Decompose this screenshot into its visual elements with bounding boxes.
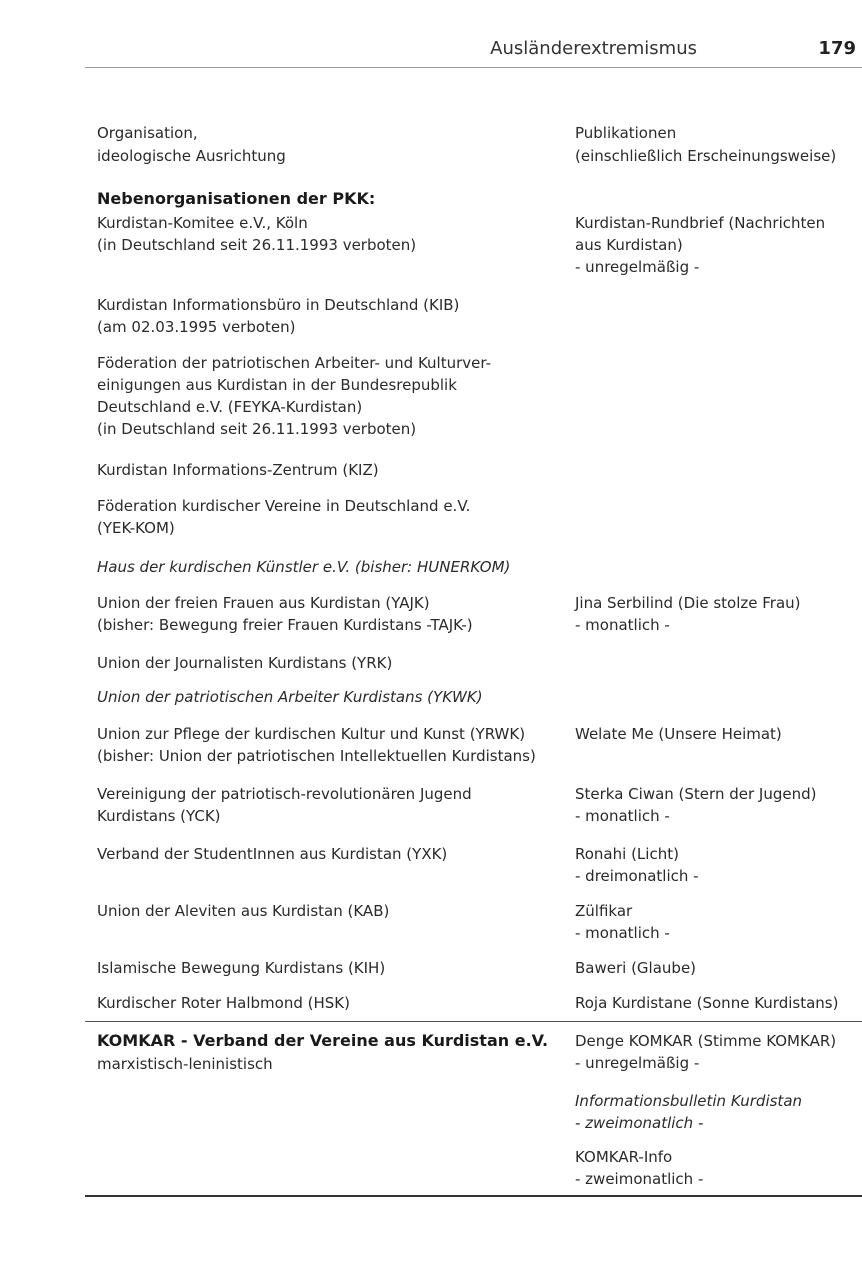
pub-jina-serbilind: Jina Serbilind (Die stolze Frau) - monatlich -: [575, 594, 801, 634]
pub-welate-me: Welate Me (Unsere Heimat): [575, 725, 782, 743]
column-header-publications: Publikationen (einschließlich Erscheinungsweise): [575, 124, 837, 165]
org-yajk: Union der freien Frauen aus Kurdistan (YAJK) (bisher: Bewegung freier Frauen Kurdistans -TAJK-): [97, 594, 473, 634]
org-kurdistan-komitee: Kurdistan-Komitee e.V., Köln (in Deutschland seit 26.11.1993 verboten): [97, 214, 417, 254]
bottom-rule: [85, 1195, 862, 1197]
pub-ronahi: Ronahi (Licht) - dreimonatlich -: [575, 845, 699, 885]
pub-roja-kurdistane: Roja Kurdistane (Sonne Kurdistans): [575, 994, 839, 1012]
page-number: 179: [818, 38, 856, 59]
pub-kurdistan-rundbrief: Kurdistan-Rundbrief (Nachrichten aus Kurdistan) - unregelmäßig -: [575, 214, 826, 276]
org-yrk: Union der Journalisten Kurdistans (YRK): [97, 654, 393, 672]
pub-baweri: Baweri (Glaube): [575, 959, 697, 977]
running-header-title: Ausländerextremismus: [490, 38, 697, 59]
org-yrwk: Union zur Pflege der kurdischen Kultur und Kunst (YRWK) (bisher: Union der patriotischen Intellektuellen Kurdistans): [97, 725, 536, 765]
org-kiz: Kurdistan Informations-Zentrum (KIZ): [97, 461, 379, 479]
org-kab: Union der Aleviten aus Kurdistan (KAB): [97, 902, 390, 920]
pub-sterka-ciwan: Sterka Ciwan (Stern der Jugend) - monatlich -: [575, 785, 817, 825]
pub-komkar-info: KOMKAR-Info - zweimonatlich -: [575, 1148, 704, 1188]
komkar-ideology: marxistisch-leninistisch: [97, 1055, 273, 1073]
org-feyka: Föderation der patriotischen Arbeiter- und Kulturver- einigungen aus Kurdistan in der Bundesrepublik Deutschland e.V. (FEYKA-Kurdistan) (in Deutschland seit 26.11.1993 verboten): [97, 354, 491, 438]
org-yck: Vereinigung der patriotisch-revolutionären Jugend Kurdistans (YCK): [97, 785, 472, 825]
org-hunerkom: Haus der kurdischen Künstler e.V. (bisher: HUNERKOM): [97, 558, 511, 576]
header-rule: [85, 67, 862, 68]
org-yek-kom: Föderation kurdischer Vereine in Deutschland e.V. (YEK-KOM): [97, 497, 471, 537]
column-header-organisation: Organisation, ideologische Ausrichtung: [97, 124, 286, 165]
org-ykwk: Union der patriotischen Arbeiter Kurdistans (YKWK): [97, 688, 483, 706]
org-kib: Kurdistan Informationsbüro in Deutschland (KIB) (am 02.03.1995 verboten): [97, 296, 460, 336]
section-title-pkk: Nebenorganisationen der PKK:: [97, 189, 376, 208]
org-yxk: Verband der StudentInnen aus Kurdistan (YXK): [97, 845, 448, 863]
org-hsk: Kurdischer Roter Halbmond (HSK): [97, 994, 350, 1012]
pub-zuelfikar: Zülfikar - monatlich -: [575, 902, 670, 942]
section-title-komkar: KOMKAR - Verband der Vereine aus Kurdistan e.V.: [97, 1031, 549, 1050]
pub-denge-komkar: Denge KOMKAR (Stimme KOMKAR) - unregelmäßig -: [575, 1032, 837, 1072]
pub-informationsbulletin: Informationsbulletin Kurdistan - zweimonatlich -: [575, 1092, 803, 1132]
org-kih: Islamische Bewegung Kurdistans (KIH): [97, 959, 386, 977]
section-divider: [85, 1021, 862, 1022]
